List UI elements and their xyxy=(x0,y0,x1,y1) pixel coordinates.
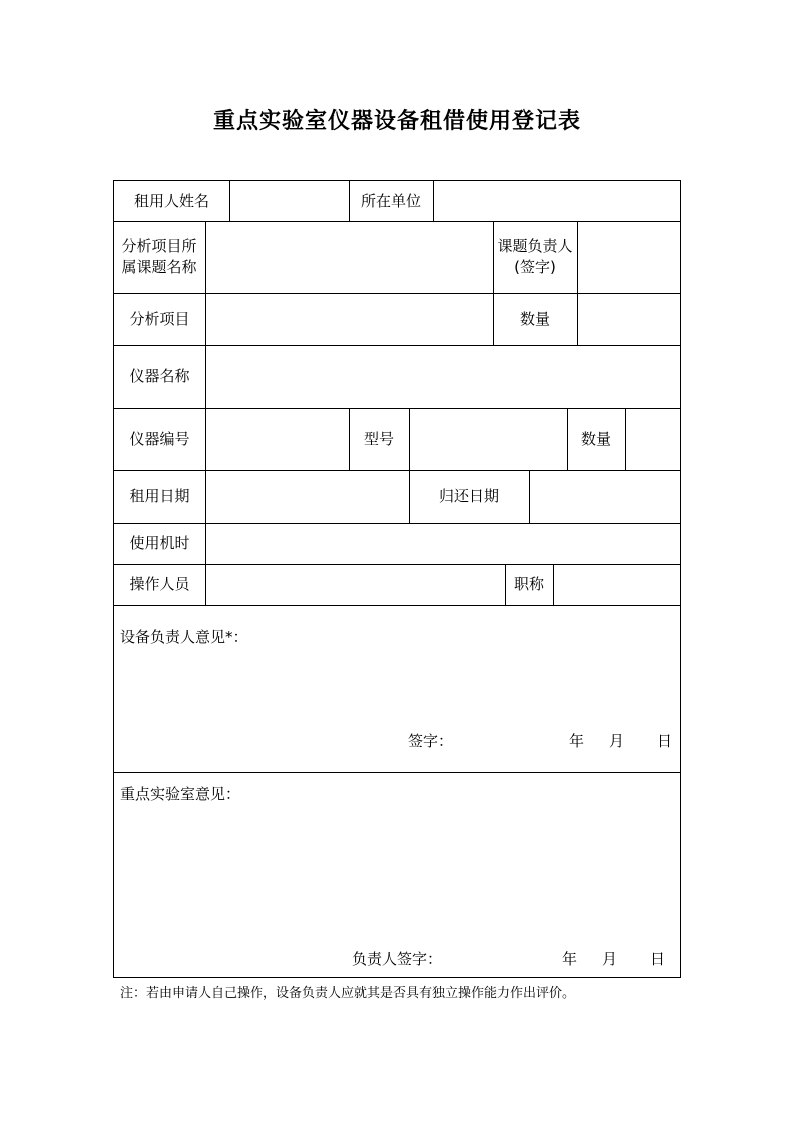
quantity-label: 数量 xyxy=(519,309,550,328)
renter-name-field[interactable] xyxy=(230,182,348,220)
return-date-field[interactable] xyxy=(530,471,679,522)
instrument-name-field[interactable] xyxy=(206,346,679,407)
operator-field[interactable] xyxy=(206,565,504,604)
topic-leader-signature-field[interactable] xyxy=(578,222,679,292)
lab-day-label: 日 xyxy=(650,950,666,968)
machine-hours-field[interactable] xyxy=(206,524,679,563)
model-label: 型号 xyxy=(363,429,394,448)
footnote: 注：若由申请人自己操作，设备负责人应就其是否具有独立操作能力作出评价。 xyxy=(120,986,576,1001)
machine-hours-label: 使用机时 xyxy=(129,534,190,552)
quantity-field[interactable] xyxy=(578,294,679,344)
registration-table xyxy=(113,180,681,978)
equipment-year-label: 年 xyxy=(569,732,585,750)
lab-sign-label: 负责人签字： xyxy=(352,950,443,968)
equipment-month-label: 月 xyxy=(609,732,625,750)
instrument-number-label: 仪器编号 xyxy=(129,429,190,448)
equipment-sign-label: 签字： xyxy=(408,732,454,750)
topic-leader-label: 课题负责人(签字) xyxy=(497,237,573,276)
title-rank-field[interactable] xyxy=(554,565,679,604)
lab-year-label: 年 xyxy=(562,950,578,968)
instrument-number-field[interactable] xyxy=(206,409,348,469)
title-rank-label: 职称 xyxy=(513,575,544,593)
equipment-opinion-label: 设备负责人意见*： xyxy=(120,628,248,646)
unit-field[interactable] xyxy=(434,182,679,220)
project-topic-label: 分析项目所属课题名称 xyxy=(121,237,197,276)
analysis-item-label: 分析项目 xyxy=(129,309,190,328)
operator-label: 操作人员 xyxy=(129,575,190,593)
renter-name-label: 租用人姓名 xyxy=(133,191,209,210)
model-field[interactable] xyxy=(410,409,566,469)
lab-month-label: 月 xyxy=(602,950,618,968)
unit-label: 所在单位 xyxy=(360,191,421,210)
quantity-label: 数量 xyxy=(580,429,611,448)
analysis-item-field[interactable] xyxy=(206,294,492,344)
project-topic-field[interactable] xyxy=(206,222,492,292)
instrument-name-label: 仪器名称 xyxy=(129,367,190,385)
return-date-label: 归还日期 xyxy=(438,487,499,505)
form-title: 重点实验室仪器设备租借使用登记表 xyxy=(212,108,581,134)
rent-date-label: 租用日期 xyxy=(129,487,190,505)
rent-date-field[interactable] xyxy=(206,471,408,522)
equipment-day-label: 日 xyxy=(657,732,673,750)
lab-opinion-label: 重点实验室意见： xyxy=(120,785,241,803)
quantity-field[interactable] xyxy=(626,409,679,469)
